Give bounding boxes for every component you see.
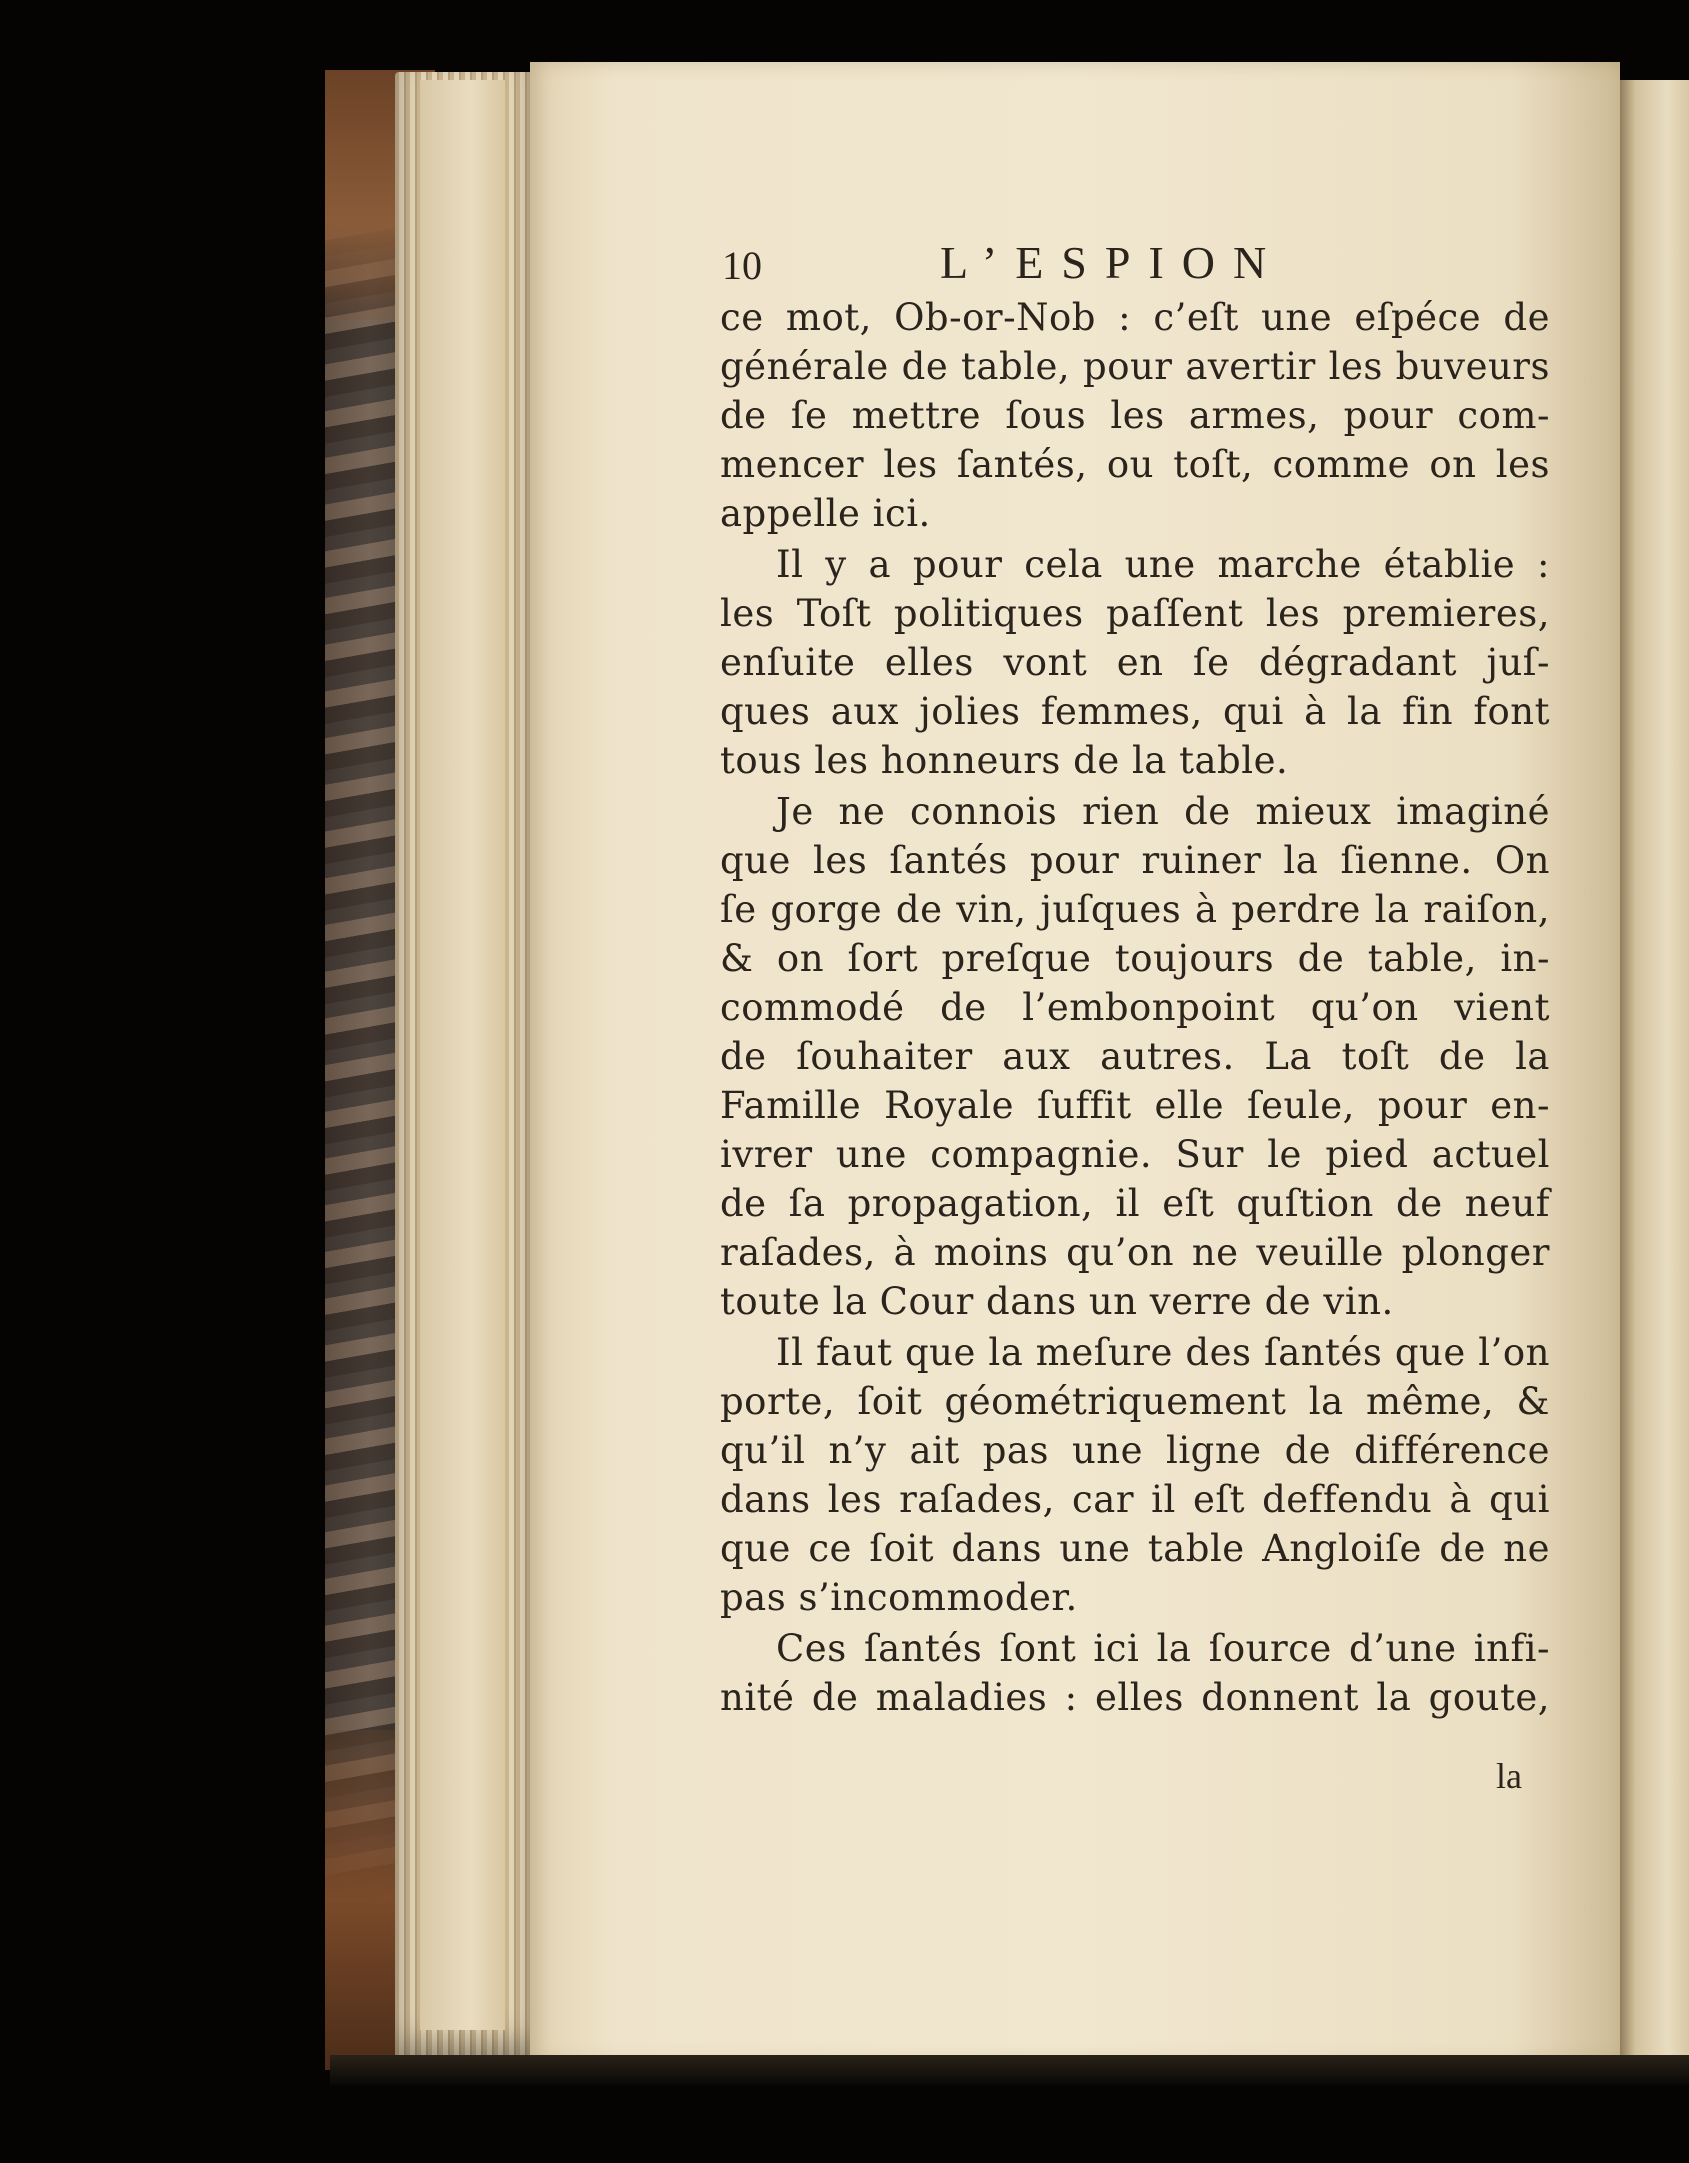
text-line: que ce ſoit dans une table Angloiſe de ne: [720, 1527, 1550, 1570]
text-line: dans les raſades, car il eſt deffendu à qui: [720, 1478, 1550, 1521]
catchword: la: [1496, 1756, 1522, 1796]
text-line: les Toſt politiques paſſent les premieres,: [720, 592, 1550, 635]
text-line: pas s’incommoder.: [720, 1576, 1078, 1619]
text-line: & on ſort preſque toujours de table, in-: [720, 937, 1550, 980]
page-number: 10: [722, 243, 762, 288]
bottom-shadow: [330, 2055, 1689, 2085]
text-line: de ſe mettre ſous les armes, pour com-: [720, 394, 1550, 437]
text-line: de ſouhaiter aux autres. La toſt de la: [720, 1035, 1550, 1078]
flyleaf-strip: [420, 80, 505, 2030]
text-line: porte, ſoit géométriquement la même, &: [720, 1380, 1550, 1423]
text-line: toute la Cour dans un verre de vin.: [720, 1280, 1394, 1323]
text-line: raſades, à moins qu’on ne veuille plonger: [720, 1231, 1550, 1274]
text-line: ivrer une compagnie. Sur le pied actuel: [720, 1133, 1550, 1176]
text-line: mencer les ſantés, ou toſt, comme on les: [720, 443, 1550, 486]
text-line: ſe gorge de vin, juſques à perdre la raiſon,: [720, 888, 1550, 931]
text-line: appelle ici.: [720, 492, 931, 535]
facing-page-edge: [1618, 80, 1689, 2055]
text-line: Je ne connois rien de mieux imaginé: [776, 790, 1550, 833]
text-line: qu’il n’y ait pas une ligne de différence: [720, 1429, 1550, 1472]
text-line: nité de maladies : elles donnent la goute,: [720, 1676, 1550, 1719]
text-line: ques aux jolies femmes, qui à la fin font: [720, 690, 1550, 733]
text-line: que les ſantés pour ruiner la ſienne. On: [720, 839, 1550, 882]
body-text: [720, 296, 1550, 1816]
running-title: L’ESPION: [940, 237, 1285, 288]
text-line: commodé de l’embonpoint qu’on vient: [720, 986, 1550, 1029]
text-line: Il y a pour cela une marche établie :: [776, 543, 1550, 586]
text-line: enſuite elles vont en ſe dégradant juſ-: [720, 641, 1550, 684]
text-line: générale de table, pour avertir les buveurs: [720, 345, 1550, 388]
text-line: ce mot, Ob-or-Nob : c’eſt une eſpéce de: [720, 296, 1550, 339]
text-line: Ces ſantés ſont ici la ſource d’une infi-: [776, 1627, 1550, 1670]
text-line: Il faut que la meſure des ſantés que l’on: [776, 1331, 1550, 1374]
text-line: de ſa propagation, il eſt quſtion de neuf: [720, 1182, 1550, 1225]
text-line: Famille Royale ſuffit elle ſeule, pour en-: [720, 1084, 1550, 1127]
text-line: tous les honneurs de la table.: [720, 739, 1289, 782]
